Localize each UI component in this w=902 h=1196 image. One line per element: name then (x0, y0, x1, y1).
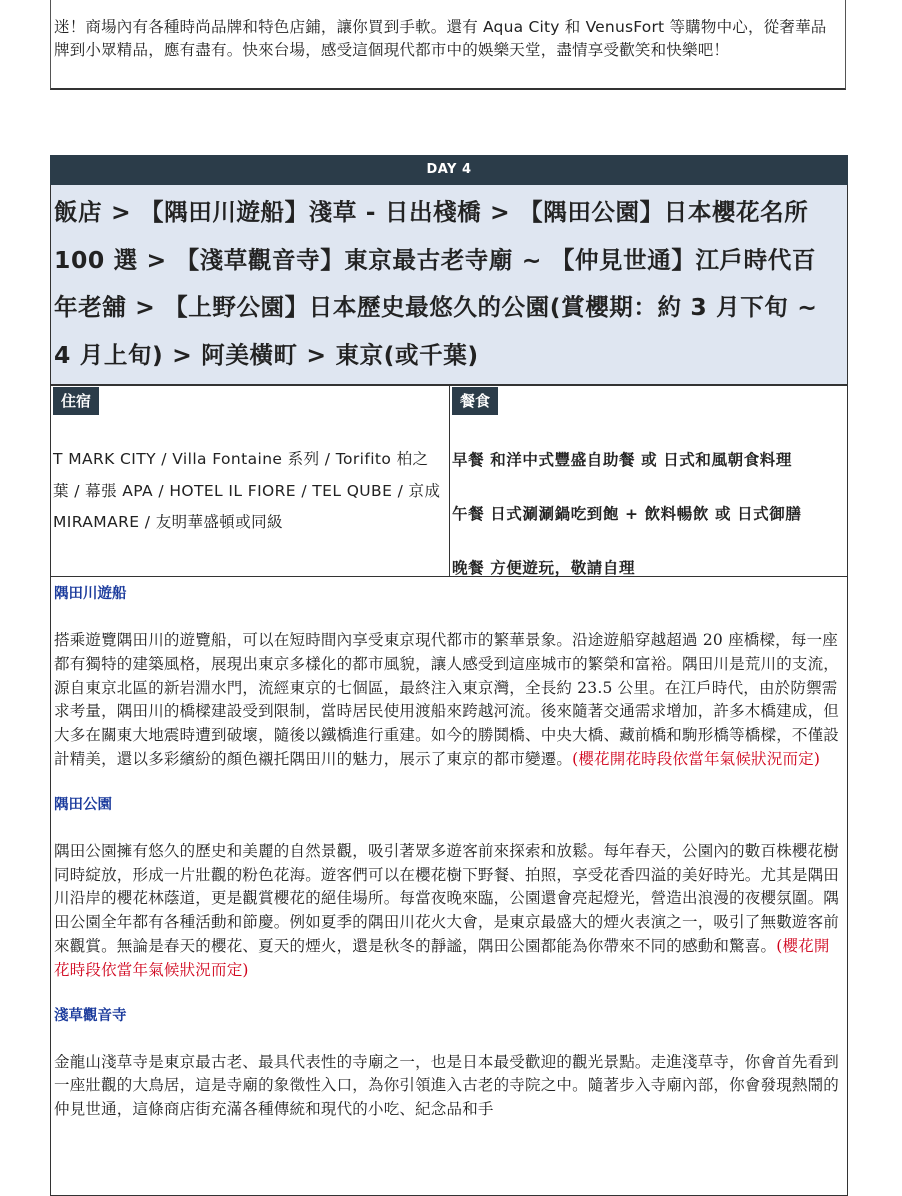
dinner: 晚餐 方便遊玩，敬請自理 (452, 559, 636, 577)
section-body (54, 1051, 845, 1122)
meals-label: 餐食 (452, 387, 498, 415)
meals-cell (450, 386, 847, 576)
section-text: 隅田公園擁有悠久的歷史和美麗的自然景觀，吸引著眾多遊客前來探索和放鬆。每年春天，公園內的數百株櫻花樹同時綻放，形成一片壯觀的粉色花海。遊客們可以在櫻花樹下野餐、拍照，享受花香四溢的美好時光。尤其是隅田川沿岸的櫻花林蔭道，更是觀賞櫻花的絕佳場所。每當夜晚來臨，公園還會亮起燈光，營造出浪漫的夜櫻氛圍。隅田公園全年都有各種活動和節慶。例如夏季的隅田川花火大會，是東京最盛大的煙火表演之一，吸引了無數遊客前來觀賞。無論是春天的櫻花、夏天的煙火，還是秋冬的靜謐，隅田公園都能為你帶來不同的感動和驚喜。 (54, 841, 840, 955)
attraction-details (50, 576, 848, 1196)
previous-day-description (50, 0, 846, 90)
season-note: (櫻花開花時段依當年氣候狀況而定) (572, 749, 821, 768)
section-title: 隅田川遊船 (54, 586, 127, 602)
breakfast: 早餐 和洋中式豐盛自助餐 或 日式和風朝食料理 (452, 451, 792, 469)
section-title: 隅田公園 (54, 796, 112, 813)
section-title: 淺草觀音寺 (54, 1007, 127, 1024)
lodging-hotels: T MARK CITY / Villa Fontaine 系列 / Torifito 柏之葉 / 幕張 APA / HOTEL IL FIORE / TEL QUBE / 京成 MIRAMARE / 友明華盛頓或同級 (53, 450, 441, 531)
section-text: 搭乘遊覽隅田川的遊覽船，可以在短時間內享受東京現代都市的繁華景象。沿途遊船穿越超過 20 座橋樑，每一座都有獨特的建築風格，展現出東京多樣化的都市風貌，讓人感受到這座城市的繁榮和富裕。隅田川是荒川的支流，源自東京北區的新岩淵水門，流經東京的七個區，最終注入東京灣，全長約 23.5 公里。在江戶時代，由於防禦需求考量，隅田川的橋樑建設受到限制，當時居民使用渡船來跨越河流。後來隨著交通需求增加，許多木橋建成，但大多在關東大地震時遭到破壞，隨後以鐵橋進行重建。如今的勝鬨橋、中央大橋、藏前橋和駒形橋等橋樑，不僅設計精美，還以多彩繽紛的顏色襯托隅田川的魅力，展示了東京的都市變遷。 (54, 631, 840, 768)
day-route: 飯店 > 【隅田川遊船】淺草 - 日出棧橋 > 【隅田公園】日本櫻花名所 100 選 > 【淺草觀音寺】東京最古老寺廟 ~ 【仲見世通】江戶時代百年老舖 > 【上野公園】日本歷史最悠久的公園(賞櫻期：約 3 月下旬 ~ 4 月上旬) > 阿美橫町 > 東京(或千葉) (50, 185, 848, 385)
lodging-label: 住宿 (53, 387, 99, 415)
lunch: 午餐 日式涮涮鍋吃到飽 + 飲料暢飲 或 日式御膳 (452, 505, 802, 523)
lodging-meals-row (50, 385, 848, 576)
day-4-itinerary (50, 155, 848, 1196)
season-note: (櫻花開花時段依當年氣候狀況而定) (54, 936, 830, 979)
section-body (54, 629, 845, 772)
section-body (54, 840, 845, 983)
lodging-cell (51, 386, 450, 576)
previous-day-text: 迷！商場內有各種時尚品牌和特色店鋪，讓你買到手軟。還有 Aqua City 和 VenusFort 等購物中心，從奢華品牌到小眾精品，應有盡有。快來台場，感受這個現代都市中的娛樂天堂，盡情享受歡笑和快樂吧！ (54, 18, 827, 59)
section-text: 金龍山淺草寺是東京最古老、最具代表性的寺廟之一，也是日本最受歡迎的觀光景點。走進淺草寺，你會首先看到一座壯觀的大鳥居，這是寺廟的象徵性入口，為你引領進入古老的寺院之中。隨著步入寺廟內部，你會發現熱鬧的仲見世通，這條商店街充滿各種傳統和現代的小吃、紀念品和手 (54, 1052, 840, 1119)
day-label: DAY 4 (50, 155, 848, 185)
